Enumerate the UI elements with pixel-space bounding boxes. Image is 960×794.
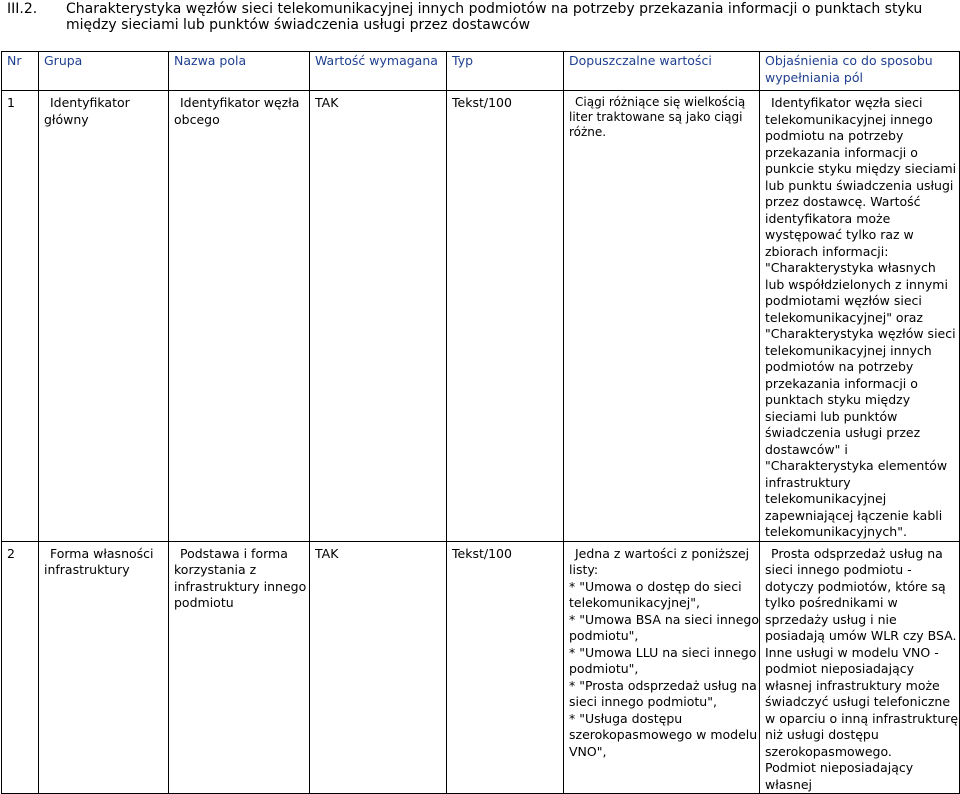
cell-explanation-text: Prosta odsprzedaż usług na sieci innego podmiotu - dotyczy podmiotów, które są tylko pośrednikami w sprzedaży usług i nie posiadają umów WLR czy BSA. Inne usługi w modelu VNO - podmiot nieposiadający własnej infrastruktury może świadczyć usługi telefoniczne w oparciu o inną infrastrukturę niż usługi dostępu szerokopasmowego. Podmiot nieposiadający własnej [765, 545, 959, 792]
cell-group-text: Forma własności infrastruktury [44, 545, 154, 577]
cell-explanation [760, 91, 960, 542]
header-nr: Nr [2, 52, 39, 91]
header-type: Typ [447, 52, 564, 91]
cell-nr: 2 [2, 541, 39, 794]
cell-group [39, 91, 169, 542]
cell-group-text: Identyfikator główny [44, 95, 130, 127]
cell-nr: 1 [2, 91, 39, 542]
header-required: Wartość wymagana [310, 52, 447, 91]
cell-allowed-values-text: Jedna z wartości z poniższej listy: * "Umowa o dostęp do sieci telekomunikacyjnej", * "Umowa BSA na sieci innego podmiotu", * "Umowa LLU na sieci innego podmiotu", * "Prosta odsprzedaż usług na sieci innego podmiotu", * "Usługa dostępu szerokopasmowego w modelu VNO", [569, 545, 759, 759]
cell-field-name [169, 91, 310, 542]
cell-field-name-text: Podstawa i forma korzystania z infrastruktury innego podmiotu [174, 545, 307, 610]
table-row [2, 541, 960, 794]
cell-required: TAK [310, 91, 447, 542]
specification-table [1, 51, 960, 794]
section-title: Charakterystyka węzłów sieci telekomunikacyjnej innych podmiotów na potrzeby przekazania informacji o punktach styku między sieciami lub punktów świadczenia usługi przez dostawców [66, 1, 923, 33]
cell-explanation-text: Identyfikator węzła sieci telekomunikacyjnej innego podmiotu na potrzeby przekazania informacji o punkcie styku między sieciami lub punktu świadczenia usługi przez dostawcę. Wartość identyfikatora może występować tylko raz w zbiorach informacji: "Charakterystyka własnych lub współdzielonych z innymi podmiotami węzłów sieci telekomunikacyjnej" oraz "Charakterystyka węzłów sieci telekomunikacyjnej innych podmiotów na potrzeby przekazania informacji o punktach styku między sieciami lub punktów świadczenia usługi przez dostawców" i "Charakterystyka elementów infrastruktury telekomunikacyjnej zapewniającej łączenie kabli telekomunikacyjnych". [765, 95, 957, 539]
cell-group [39, 541, 169, 794]
cell-allowed-values-text: Ciągi różniące się wielkością liter traktowane są jako ciągi różne. [569, 95, 746, 139]
header-group: Grupa [39, 52, 169, 91]
table-header-row [2, 52, 960, 91]
section-number: III.2. [7, 1, 38, 17]
cell-explanation [760, 541, 960, 794]
cell-field-name-text: Identyfikator węzła obcego [174, 95, 300, 127]
cell-allowed-values [564, 541, 760, 794]
section-header [0, 0, 960, 48]
cell-field-name [169, 541, 310, 794]
header-field-name: Nazwa pola [169, 52, 310, 91]
header-explanation: Objaśnienia co do sposobu wypełniania pól [760, 52, 960, 91]
table-row [2, 91, 960, 542]
cell-type: Tekst/100 [447, 91, 564, 542]
cell-required: TAK [310, 541, 447, 794]
cell-type: Tekst/100 [447, 541, 564, 794]
header-allowed-values: Dopuszczalne wartości [564, 52, 760, 91]
cell-allowed-values [564, 91, 760, 542]
